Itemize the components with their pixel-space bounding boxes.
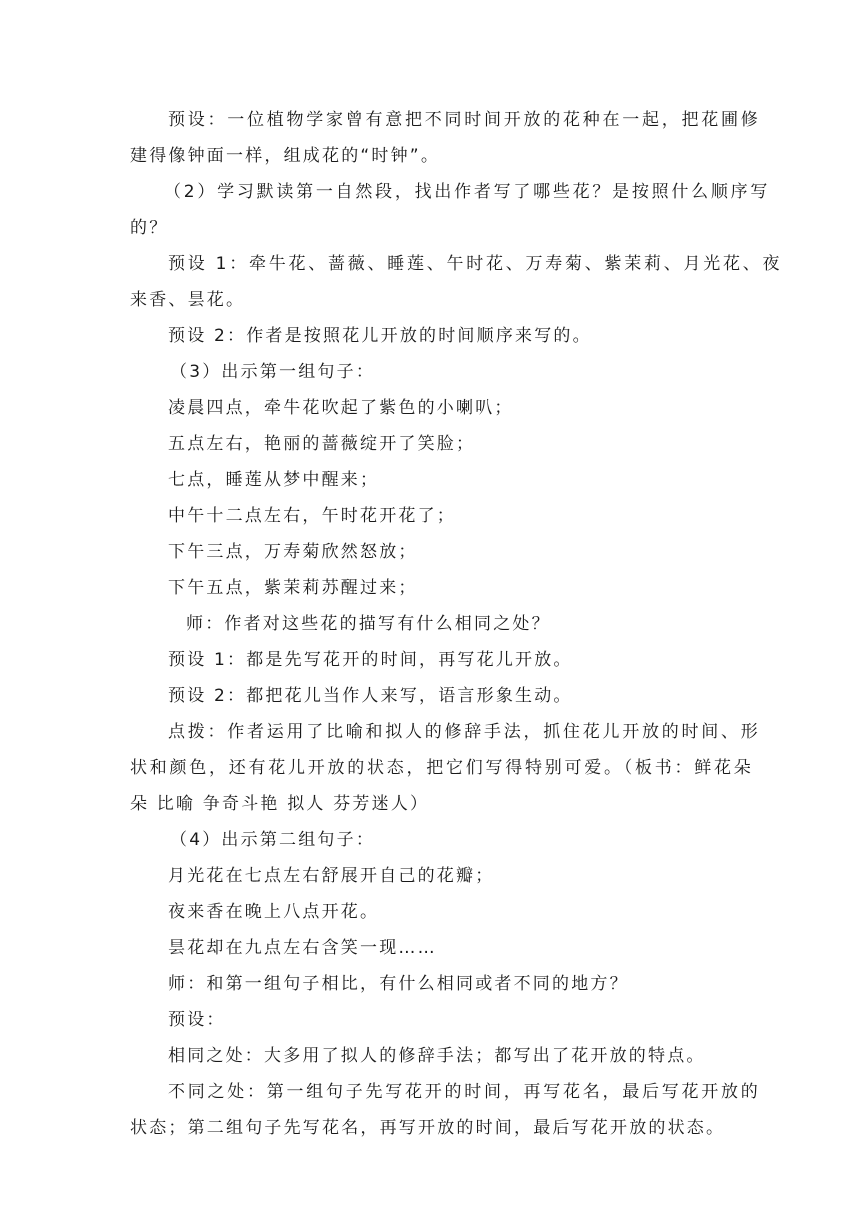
paragraph-line: 下午三点，万寿菊欣然怒放； bbox=[168, 542, 418, 562]
paragraph-line: 月光花在七点左右舒展开自己的花瓣； bbox=[168, 866, 495, 886]
paragraph-line: 七点，睡莲从梦中醒来； bbox=[168, 470, 380, 490]
paragraph-line: 昙花却在九点左右含笑一现…… bbox=[168, 938, 437, 958]
paragraph-line: 预设：一位植物学家曾有意把不同时间开放的花种在一起，把花圃修 bbox=[168, 110, 761, 130]
paragraph-line: 夜来香在晚上八点开花。 bbox=[168, 902, 380, 922]
paragraph-line: 凌晨四点，牵牛花吹起了紫色的小喇叭； bbox=[168, 398, 514, 418]
paragraph-line: 不同之处：第一组句子先写花开的时间，再写花名，最后写花开放的 bbox=[168, 1082, 761, 1102]
paragraph-line: 状和颜色，还有花儿开放的状态，把它们写得特别可爱。（板书：鲜花朵 bbox=[130, 758, 754, 778]
paragraph-line: 师：和第一组句子相比，有什么相同或者不同的地方？ bbox=[168, 974, 629, 994]
paragraph-line: 下午五点，紫茉莉苏醒过来； bbox=[168, 578, 418, 598]
paragraph-line: 预设： bbox=[168, 1010, 226, 1030]
paragraph-line: 相同之处：大多用了拟人的修辞手法；都写出了花开放的特点。 bbox=[168, 1046, 706, 1066]
paragraph-line: 五点左右，艳丽的蔷薇绽开了笑脸； bbox=[168, 434, 476, 454]
paragraph-line: （3）出示第一组句子： bbox=[170, 362, 376, 382]
paragraph-line: 预设 1：牵牛花、蔷薇、睡莲、午时花、万寿菊、紫茉莉、月光花、夜 bbox=[168, 254, 783, 274]
paragraph-line: 的？ bbox=[130, 218, 169, 238]
paragraph-line: 状态；第二组句子先写花名，再写开放的时间，最后写花开放的状态。 bbox=[130, 1118, 726, 1138]
paragraph-line: 点拨：作者运用了比喻和拟人的修辞手法，抓住花儿开放的时间、形 bbox=[168, 722, 761, 742]
paragraph-line: 建得像钟面一样，组成花的“时钟”。 bbox=[130, 146, 441, 166]
paragraph-line: 师：作者对这些花的描写有什么相同之处？ bbox=[186, 614, 551, 634]
paragraph-line: 预设 2：都把花儿当作人来写，语言形象生动。 bbox=[168, 686, 573, 706]
paragraph-line: 朵 比喻 争奇斗艳 拟人 芬芳迷人） bbox=[130, 794, 430, 814]
paragraph-line: （2）学习默读第一自然段，找出作者写了哪些花？是按照什么顺序写 bbox=[164, 182, 771, 202]
paragraph-line: （4）出示第二组句子： bbox=[170, 830, 376, 850]
paragraph-line: 中午十二点左右，午时花开花了； bbox=[168, 506, 456, 526]
paragraph-line: 来香、昙花。 bbox=[130, 290, 246, 310]
paragraph-line: 预设 2：作者是按照花儿开放的时间顺序来写的。 bbox=[168, 326, 592, 346]
paragraph-line: 预设 1：都是先写花开的时间，再写花儿开放。 bbox=[168, 650, 573, 670]
